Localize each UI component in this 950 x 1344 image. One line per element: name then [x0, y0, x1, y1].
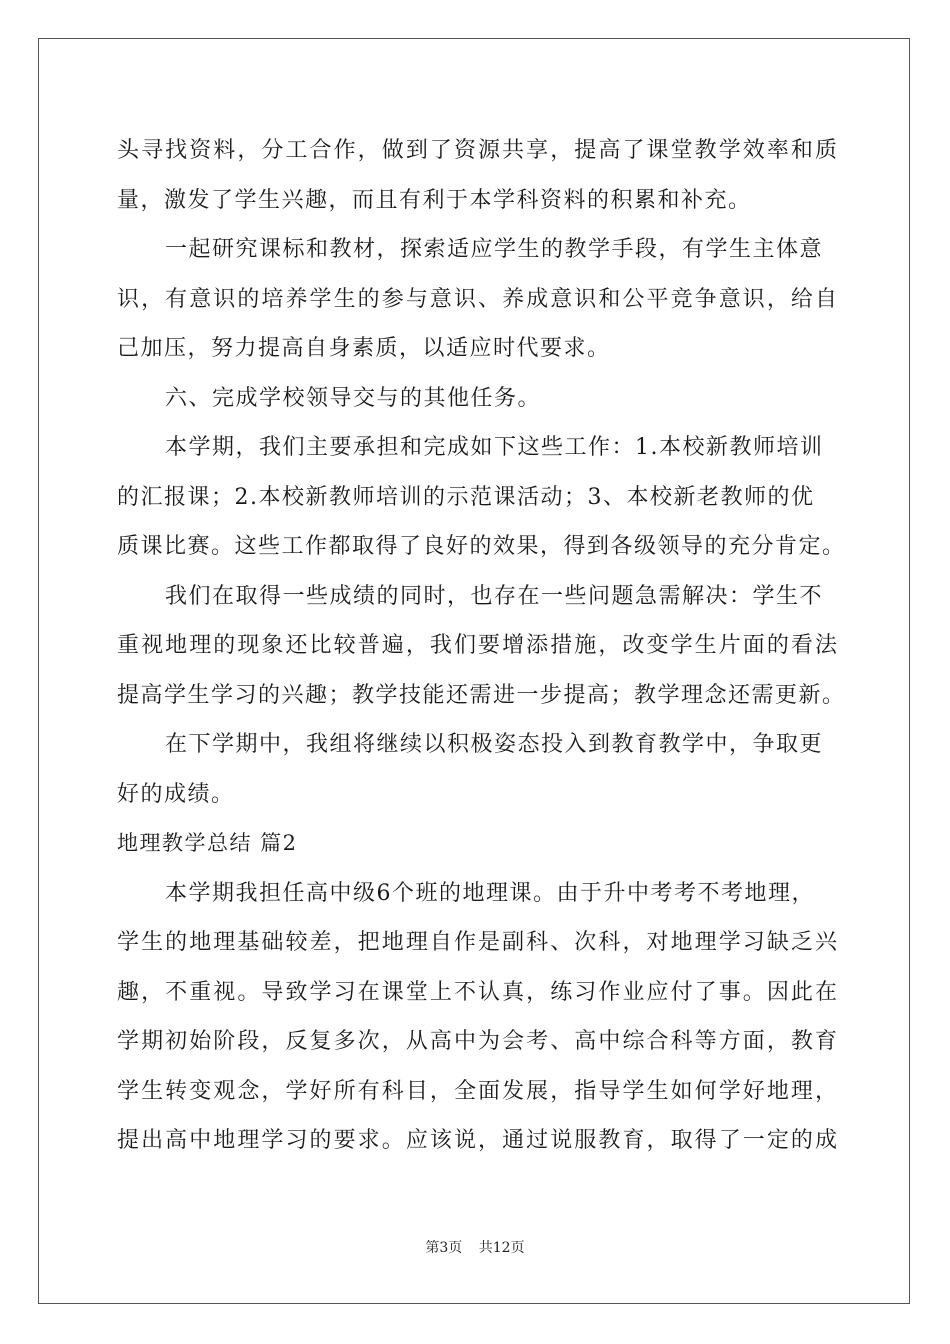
text-line: 重视地理的现象还比较普遍，我们要增添措施，改变学生片面的看法 [117, 633, 837, 658]
section-heading: 地理教学总结 篇2 [117, 831, 298, 855]
page-number: 第3页 [425, 1240, 463, 1256]
text-line: 学生转变观念，学好所有科目，全面发展，指导学生如何学好地理， [117, 1078, 837, 1104]
text-line: 量，激发了学生兴趣，而且有利于本学科资料的积累和补充。 [117, 187, 752, 213]
page-footer [0, 1237, 950, 1257]
text-line: 在下学期中，我组将继续以积极姿态投入到教育教学中，争取更 [165, 732, 824, 757]
text-line: 好的成绩。 [117, 781, 235, 807]
text-line: 我们在取得一些成绩的同时，也存在一些问题急需解决：学生不 [165, 583, 824, 609]
text-line: 六、完成学校领导交与的其他任务。 [165, 385, 542, 411]
text-line: 识，有意识的培养学生的参与意识、养成意识和公平竞争意识，给自 [117, 286, 837, 312]
text-line: 的汇报课；2.本校新教师培训的示范课活动；3、本校新老教师的优 [117, 484, 815, 510]
text-line: 本学期，我们主要承担和完成如下这些工作：1.本校新教师培训 [165, 435, 824, 460]
text-line: 学期初始阶段，反复多次，从高中为会考、高中综合科等方面，教育 [117, 1029, 837, 1054]
text-line: 本学期我担任高中级6个班的地理课。由于升中考考不考地理， [165, 880, 815, 906]
text-line: 己加压，努力提高自身素质，以适应时代要求。 [117, 336, 611, 361]
text-line: 学生的地理基础较差，把地理自作是副科、次科，对地理学习缺乏兴 [117, 930, 837, 955]
page-total: 共12页 [478, 1240, 525, 1256]
document-body [117, 126, 846, 1166]
text-line: 提高学生学习的兴趣；教学技能还需进一步提高；教学理念还需更新。 [117, 682, 846, 708]
text-line: 质课比赛。这些工作都取得了良好的效果，得到各级领导的充分肯定。 [117, 534, 846, 559]
text-line: 一起研究课标和教材，探索适应学生的教学手段，有学生主体意 [165, 237, 824, 262]
text-line: 趣，不重视。导致学习在课堂上不认真，练习作业应付了事。因此在 [117, 979, 837, 1005]
text-line: 提出高中地理学习的要求。应该说，通过说服教育，取得了一定的成 [117, 1128, 837, 1153]
text-line: 头寻找资料，分工合作，做到了资源共享，提高了课堂教学效率和质 [117, 138, 837, 163]
